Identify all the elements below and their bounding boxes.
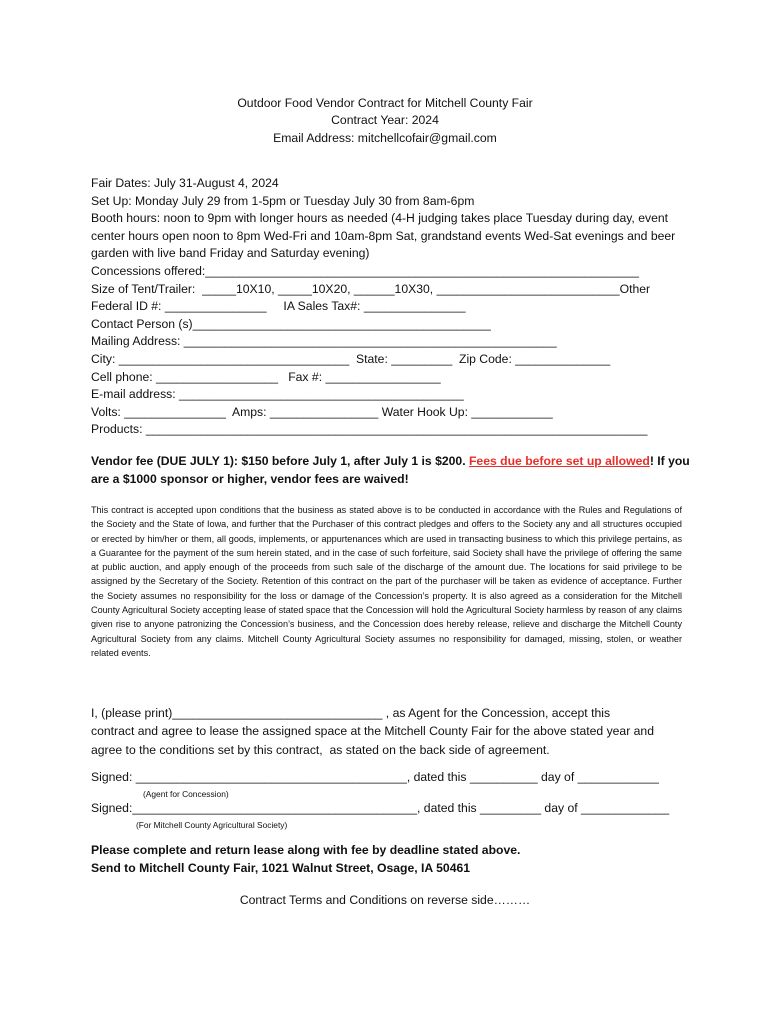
tent-size-field: Size of Tent/Trailer: _____10X10, _____10X20, ______10X30, ___________________________Other [91, 281, 651, 296]
document-title: Outdoor Food Vendor Contract for Mitchell County Fair [237, 96, 533, 110]
booth-hours: Booth hours: noon to 9pm with longer hours as needed (4-H judging takes place Tuesday during day, event center hours open noon to 8pm Wed-Fri and 10am-8pm Sat, grandstand events Wed-Sat evenings and beer garden with live band Friday and Saturday evening) [91, 211, 676, 261]
fair-dates: Fair Dates: July 31-August 4, 2024 [91, 176, 279, 190]
mailing-instructions: Send to Mitchell County Fair, 1021 Walnut Street, Osage, IA 50461 [91, 861, 471, 875]
fee-waiver: ! If you are a $1000 sponsor or higher, vendor fees are waived! [91, 454, 690, 486]
agent-signature-line: Signed: ________________________________________, dated this __________ day of ____________ [91, 770, 659, 784]
society-signature-caption: (For Mitchell County Agricultural Society) [136, 820, 288, 830]
contract-year: Contract Year: 2024 [331, 113, 439, 128]
mailing-address-field: Mailing Address: _______________________________________________________ [91, 334, 557, 349]
return-instructions: Please complete and return lease along with fee by deadline stated above. [91, 843, 521, 857]
email-field: E-mail address: __________________________________________ [91, 387, 464, 402]
contact-email: Email Address: mitchellcofair@gmail.com [273, 130, 497, 145]
setup-times: Set Up: Monday July 29 from 1-5pm or Tuesday July 30 from 8am-6pm [91, 193, 475, 208]
phone-fax-field: Cell phone: __________________ Fax #: _________________ [91, 369, 441, 384]
agent-agreement [91, 704, 691, 759]
concessions-field: Concessions offered:________________________________________________________________ [91, 263, 640, 278]
legal-terms: This contract is accepted upon conditions that the business as stated above is to be conducted in accordance with the Rules and Regulations of the Society and the State of Iowa, and further that the Purchaser of this contract pledges and offers to the Society any and all structures occupied or erected by him/her or them, all goods, implements, or appurtenances which are used in transacting business to which this privilege pertains, as a Guarantee for the payment of the sum herein stated, and in the case of such forfeiture, said Society shall have the privilege of offering the same at public auction, and apply enough of the proceeds from such sale of the discharge of the amount due. The locations for said privilege to be assigned by the Secretary of the Society. Retention of this contract on the part of the purchaser will be taken as evidence of acceptance. Further the Society assumes no responsibility for the loss or damage of the Concession’s property. It is also agreed as a consideration for the Mitchell County Agricultural Society accepting lease of stated space that the Concession will hold the Agricultural Society harmless by reason of any claims given rise to anyone patronizing the Concession’s business, and the Concession does hereby release, relieve and discharge the Mitchell County Agricultural Society from any claims. Mitchell County Agricultural Society assumes no responsibility for damaged, missing, stolen, or weather related events. [91, 505, 682, 658]
vendor-fee-notice [91, 452, 691, 488]
agent-signature-caption: (Agent for Concession) [143, 789, 229, 799]
fee-text: Vendor fee (DUE JULY 1): $150 before July 1, after July 1 is $200. [91, 454, 469, 468]
document-header [0, 95, 770, 147]
agent-line-3: agree to the conditions set by this contract, as stated on the back side of agreement. [91, 742, 550, 757]
vendor-info-section [91, 175, 691, 439]
city-state-zip-field: City: __________________________________ State: _________ Zip Code: ______________ [91, 351, 611, 366]
agent-line-2: contract and agree to lease the assigned space at the Mitchell County Fair for the above stated year and [91, 724, 654, 739]
reverse-side-note: Contract Terms and Conditions on reverse side……… [239, 893, 531, 907]
power-water-field: Volts: _______________ Amps: ________________ Water Hook Up: ____________ [91, 404, 553, 419]
agent-line-1: I, (please print)_______________________________ , as Agent for the Concession, accept this [91, 706, 611, 720]
contact-person-field: Contact Person (s)____________________________________________ [91, 316, 491, 331]
society-signature-line: Signed:__________________________________________, dated this _________ day of _____________ [91, 801, 670, 815]
fee-warning: Fees due before set up allowed [468, 454, 650, 468]
products-field: Products: __________________________________________________________________________ [91, 422, 648, 437]
tax-id-fields: Federal ID #: _______________ IA Sales Tax#: _______________ [91, 299, 466, 314]
